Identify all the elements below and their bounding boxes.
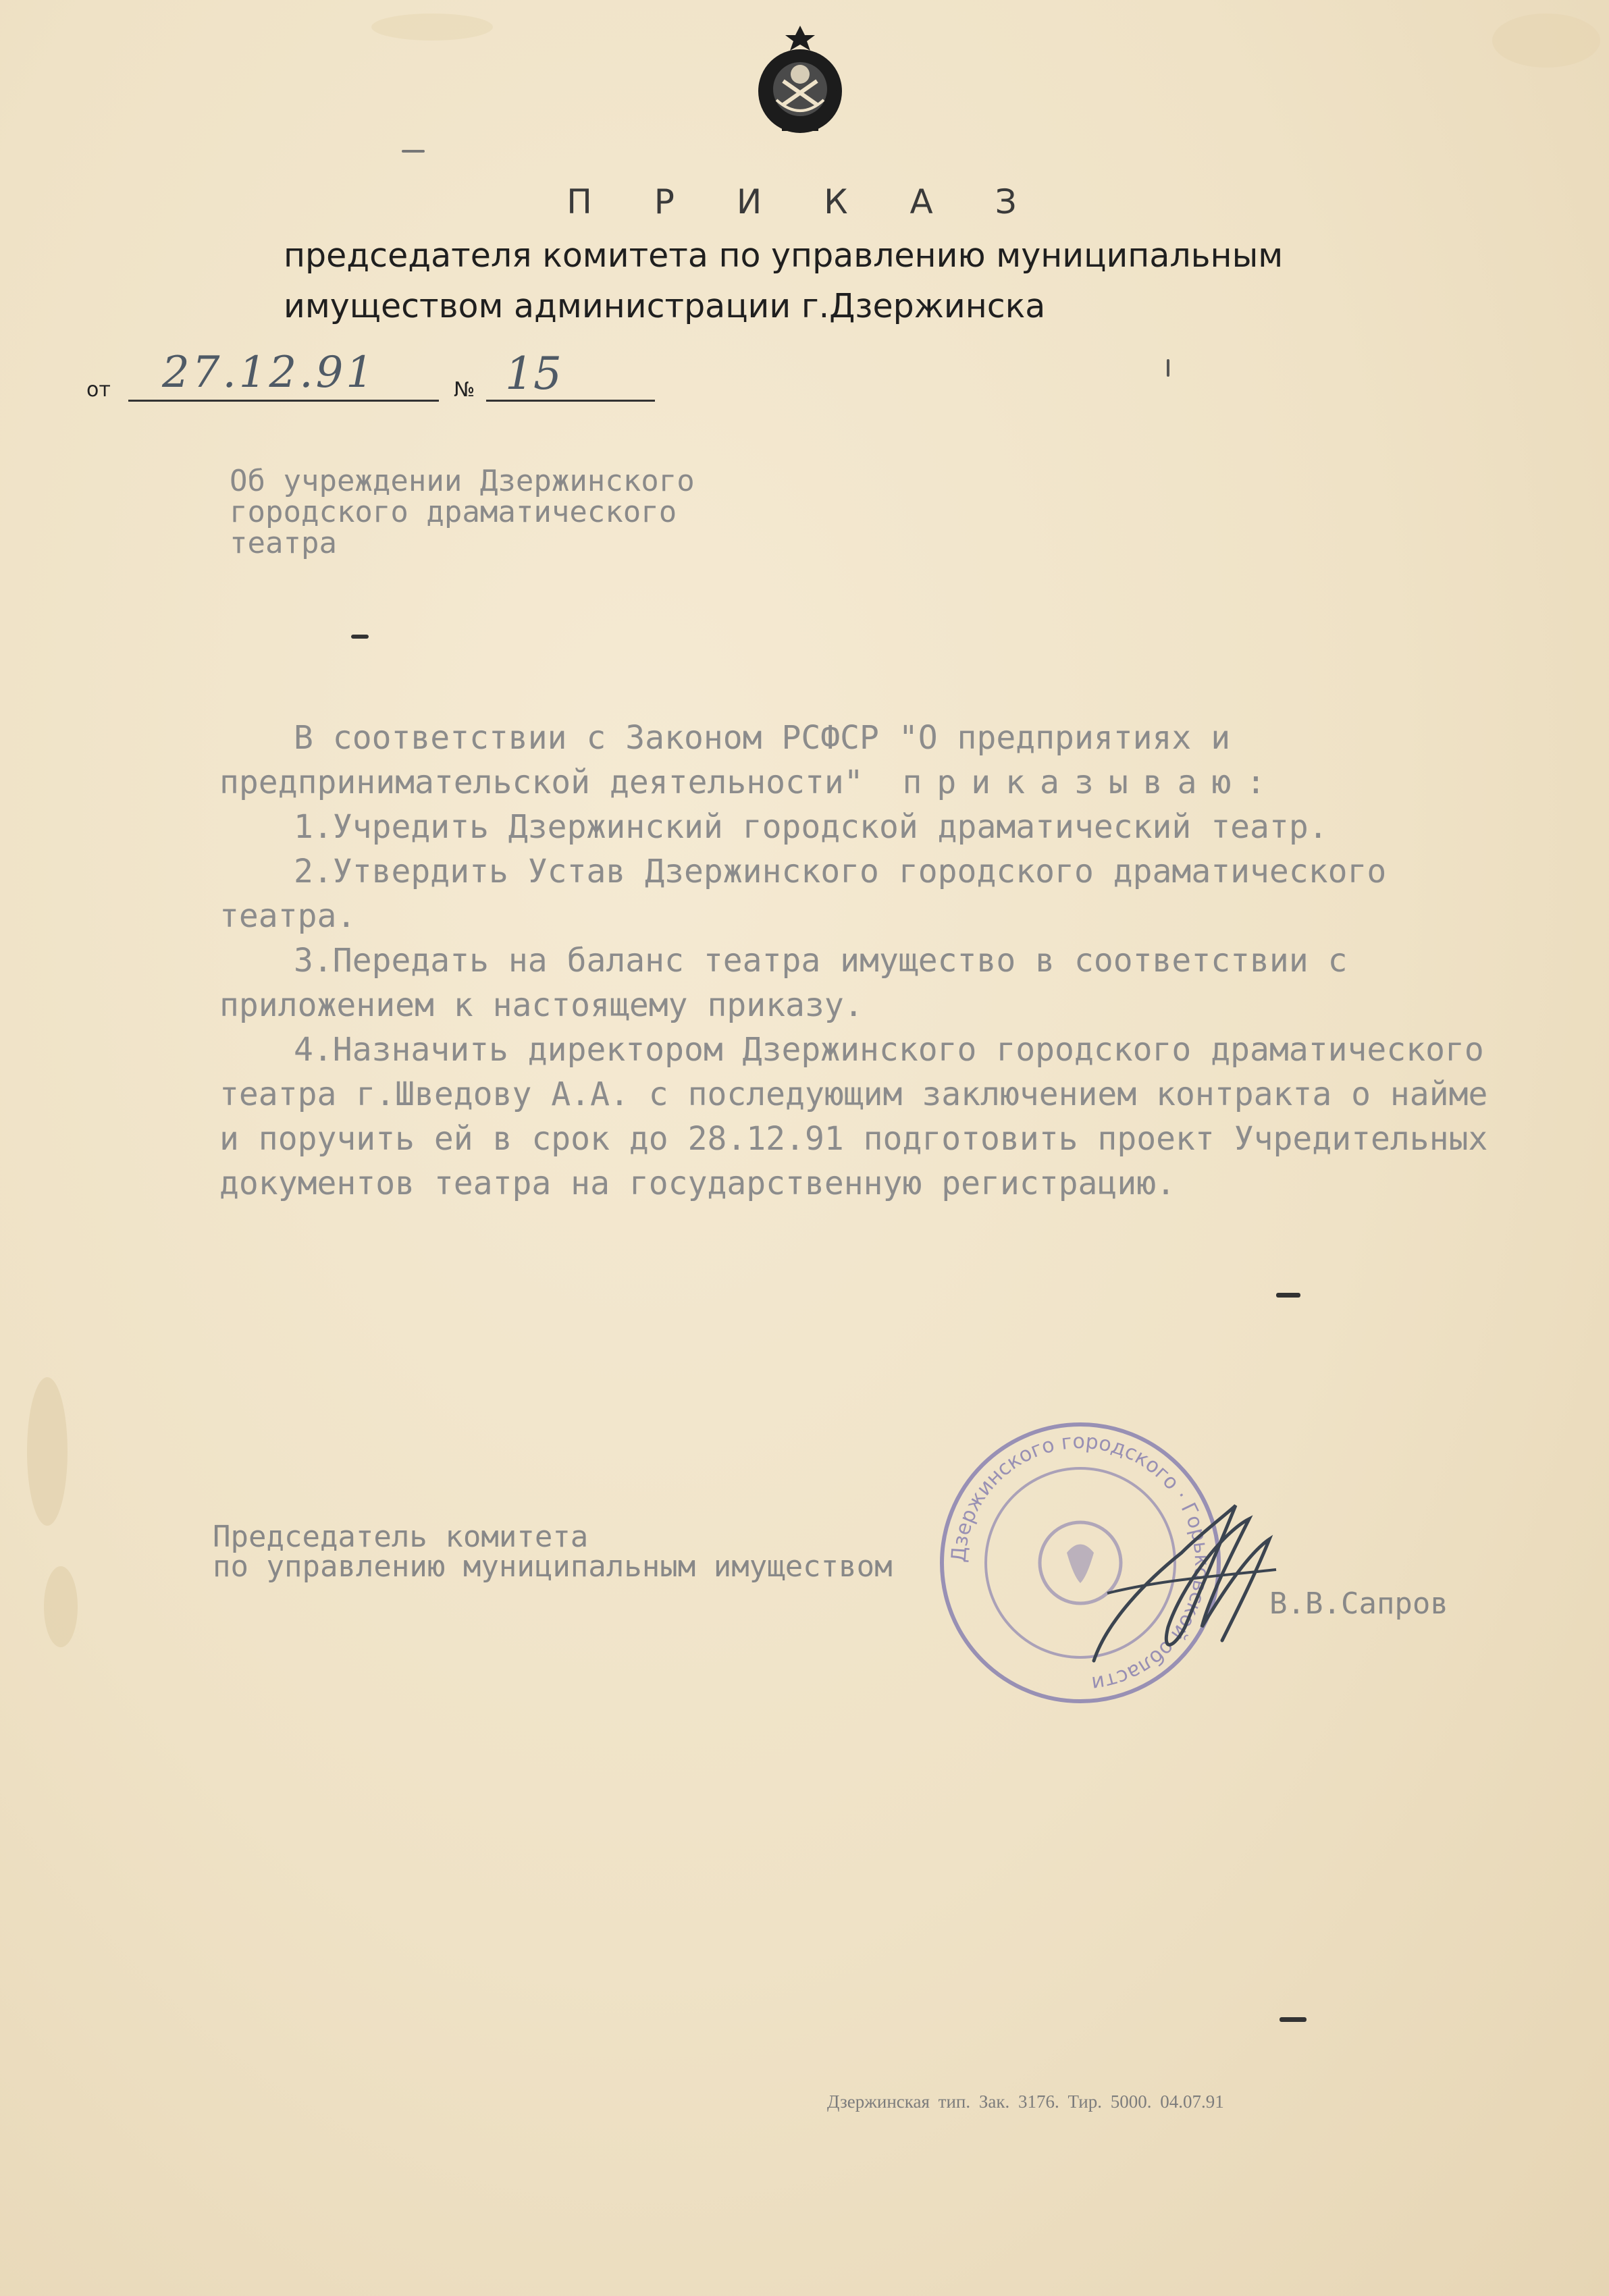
- number-label: №: [454, 378, 475, 402]
- preamble-text: В соответствии с Законом РСФСР "О предприятиях и предпринимательской деятельности": [219, 719, 1250, 801]
- document-title: П Р И К А З: [566, 182, 1043, 221]
- ink-speck: [402, 150, 425, 153]
- signer-title: [213, 1522, 893, 1582]
- signer-name: В.В.Сапров: [1269, 1586, 1448, 1621]
- signer-title-line: по управлению муниципальным имуществом: [213, 1549, 893, 1584]
- handwritten-number: 15: [505, 348, 562, 400]
- ink-speck: [1276, 1293, 1300, 1298]
- subject-line: городского драматического: [230, 495, 677, 529]
- handwritten-signature: [1067, 1492, 1290, 1674]
- order-item: 2.Утвердить Устав Дзержинского городского драматического театра.: [219, 853, 1406, 935]
- issuer-line-2: имуществом администрации г.Дзержинска: [284, 287, 1046, 325]
- number-underline: [486, 400, 655, 402]
- handwritten-date: 27.12.91: [162, 348, 376, 398]
- date-label: от: [86, 378, 111, 402]
- order-item: 4.Назначить директором Дзержинского городского драматического театра г.Шведову А.А. с последующим заключением контракта о найме и поручить ей в срок до 28.12.91 подготовить проект Учредительных документов театра на государственную регистрацию.: [219, 1031, 1508, 1202]
- seal-ring-text: Дзержинского городского · Горьковской области: [947, 1429, 1214, 1696]
- printer-imprint: Дзержинская тип. Зак. 3176. Тир. 5000. 04.07.91: [827, 2091, 1224, 2112]
- order-item: 3.Передать на баланс театра имущество в соответствии с приложением к настоящему приказу.: [219, 942, 1367, 1024]
- preamble-paragraph: [219, 716, 1516, 805]
- ink-speck: [1167, 359, 1169, 377]
- signer-title-line: Председатель комитета: [213, 1520, 589, 1554]
- date-underline: [128, 400, 439, 402]
- issuer-line-1: председателя комитета по управлению муниципальным: [284, 236, 1284, 275]
- order-keyword: приказываю:: [902, 764, 1281, 801]
- rsfsr-emblem-icon: [749, 20, 851, 145]
- subject-line: Об учреждении Дзержинского: [230, 464, 695, 498]
- order-body: [219, 716, 1516, 1206]
- ink-speck: [1280, 2017, 1307, 2022]
- order-item: 1.Учредить Дзержинский городской драматический театр.: [294, 808, 1328, 846]
- subject-line: театра: [230, 526, 337, 560]
- subject-block: [230, 466, 837, 559]
- ink-speck: [351, 635, 369, 639]
